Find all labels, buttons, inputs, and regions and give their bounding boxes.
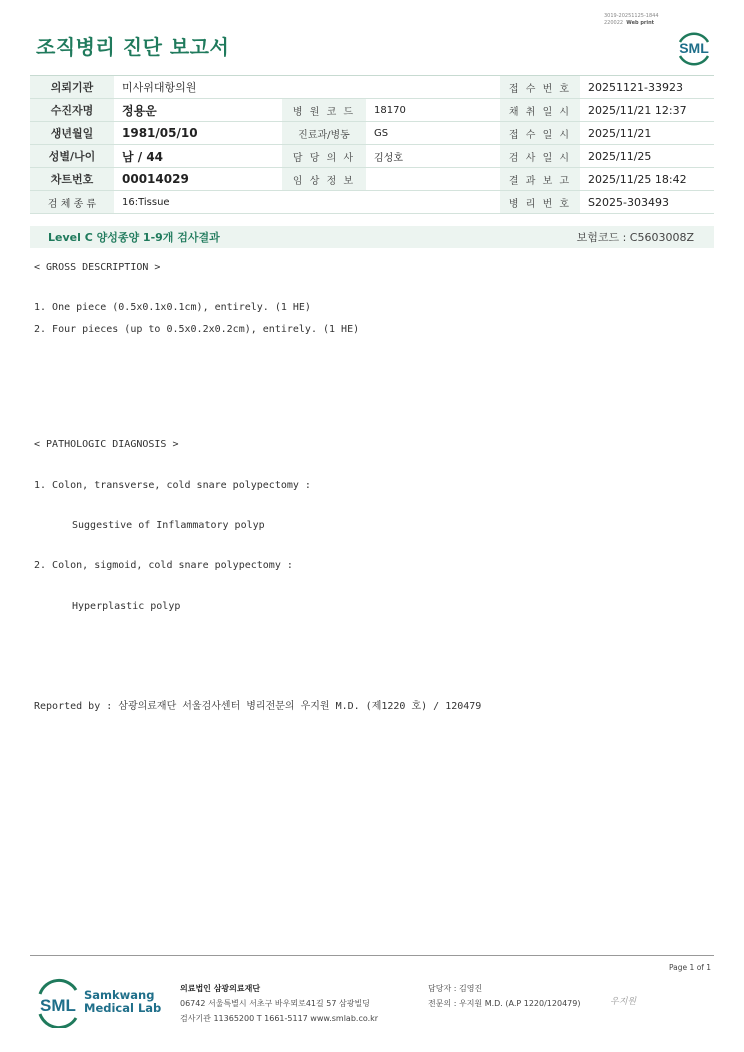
value-institution: 미사위대항의원 <box>114 76 500 99</box>
label-patient-name: 수진자명 <box>30 99 114 122</box>
value-patient-name: 정용운 <box>114 99 282 122</box>
brand-line-1: Samkwang <box>84 988 155 1002</box>
staff-info <box>428 981 580 1011</box>
value-specimen-type: 16:Tissue <box>114 191 500 214</box>
info-row-chart <box>30 168 714 191</box>
label-received-date: 접 수 일 시 <box>500 122 580 145</box>
footer-divider <box>30 955 714 956</box>
value-collection-date: 2025/11/21 12:37 <box>580 99 714 122</box>
info-row-birth <box>30 122 714 145</box>
info-row-specimen <box>30 191 714 214</box>
value-report-date: 2025/11/25 18:42 <box>580 168 714 191</box>
sml-logo-icon <box>674 26 714 66</box>
value-clinical-info <box>366 168 500 191</box>
label-pathology-no: 병 리 번 호 <box>500 191 580 214</box>
gross-item-2: 2. Four pieces (up to 0.5x0.2x0.2cm), entirely. (1 HE) <box>34 324 360 335</box>
label-test-date: 검 사 일 시 <box>500 145 580 168</box>
value-doctor: 김성호 <box>366 145 500 168</box>
reported-by: Reported by : 삼광의료재단 서울검사센터 병리전문의 우지원 M.D. (제1220 호) / 120479 <box>34 701 482 712</box>
value-sex-age: 남 / 44 <box>114 145 282 168</box>
value-pathology-no: S2025-303493 <box>580 191 714 214</box>
print-code: 3019-20251125-1844 <box>604 13 659 19</box>
brand-name <box>84 989 161 1015</box>
label-accession-no: 접 수 번 호 <box>500 76 580 99</box>
label-institution: 의뢰기관 <box>30 76 114 99</box>
patient-info-table <box>30 75 714 214</box>
value-hospital-code: 18170 <box>366 99 500 122</box>
insurance-code: 보험코드 : C5603008Z <box>576 231 694 244</box>
label-collection-date: 채 취 일 시 <box>500 99 580 122</box>
value-chart-no: 00014029 <box>114 168 282 191</box>
page-number: Page 1 of 1 <box>669 963 712 972</box>
value-received-date: 2025/11/21 <box>580 122 714 145</box>
gross-header: < GROSS DESCRIPTION > <box>34 262 161 273</box>
staff-pathologist: 전문의 : 우지원 M.D. (A.P 1220/120479) <box>428 999 581 1008</box>
value-department: GS <box>366 122 500 145</box>
label-hospital-code: 병 원 코 드 <box>282 99 366 122</box>
label-birth-date: 생년월일 <box>30 122 114 145</box>
org-name: 의료법인 삼광의료재단 <box>180 984 261 993</box>
label-report-date: 결 과 보 고 <box>500 168 580 191</box>
label-specimen-type: 검 체 종 류 <box>30 191 114 214</box>
organization-info <box>180 981 378 1026</box>
info-row-sex-age <box>30 145 714 168</box>
org-contact: 검사기관 11365200 T 1661-5117 www.smlab.co.kr <box>180 1014 379 1023</box>
web-print-label: Web print <box>626 20 655 26</box>
diagnosis-site-2: 2. Colon, sigmoid, cold snare polypectomy : <box>34 560 293 571</box>
label-sex-age: 성별/나이 <box>30 145 114 168</box>
value-test-date: 2025/11/25 <box>580 145 714 168</box>
value-birth-date: 1981/05/10 <box>114 122 282 145</box>
staff-person: 담당자 : 김영진 <box>428 984 483 993</box>
label-clinical-info: 임 상 정 보 <box>282 168 366 191</box>
label-chart-no: 차트번호 <box>30 168 114 191</box>
brand-line-2: Medical Lab <box>84 1001 162 1015</box>
info-row-institution <box>30 76 714 99</box>
diagnosis-site-1: 1. Colon, transverse, cold snare polypectomy : <box>34 480 311 491</box>
diagnosis-result-1: Suggestive of Inflammatory polyp <box>72 520 265 531</box>
diagnosis-header: < PATHOLOGIC DIAGNOSIS > <box>34 439 179 450</box>
print-meta <box>604 13 659 27</box>
info-row-patient <box>30 99 714 122</box>
result-level-title: Level C 양성종양 1-9개 검사결과 <box>48 231 220 244</box>
label-doctor: 담 당 의 사 <box>282 145 366 168</box>
footer-logo-text: SML <box>40 996 76 1015</box>
gross-item-1: 1. One piece (0.5x0.1x0.1cm), entirely. (1 HE) <box>34 302 311 313</box>
report-title: 조직병리 진단 보고서 <box>36 35 230 59</box>
print-code-line2: 220022 Web print <box>604 20 655 26</box>
logo-text: SML <box>679 40 709 56</box>
diagnosis-result-2: Hyperplastic polyp <box>72 601 181 612</box>
result-section-bar <box>30 226 714 248</box>
signature: 우지원 <box>610 997 637 1007</box>
org-address: 06742 서울특별시 서초구 바우뫼로41길 57 삼광빌딩 <box>180 999 370 1008</box>
label-department: 진료과/병동 <box>282 122 366 145</box>
value-accession-no: 20251121-33923 <box>580 76 714 99</box>
